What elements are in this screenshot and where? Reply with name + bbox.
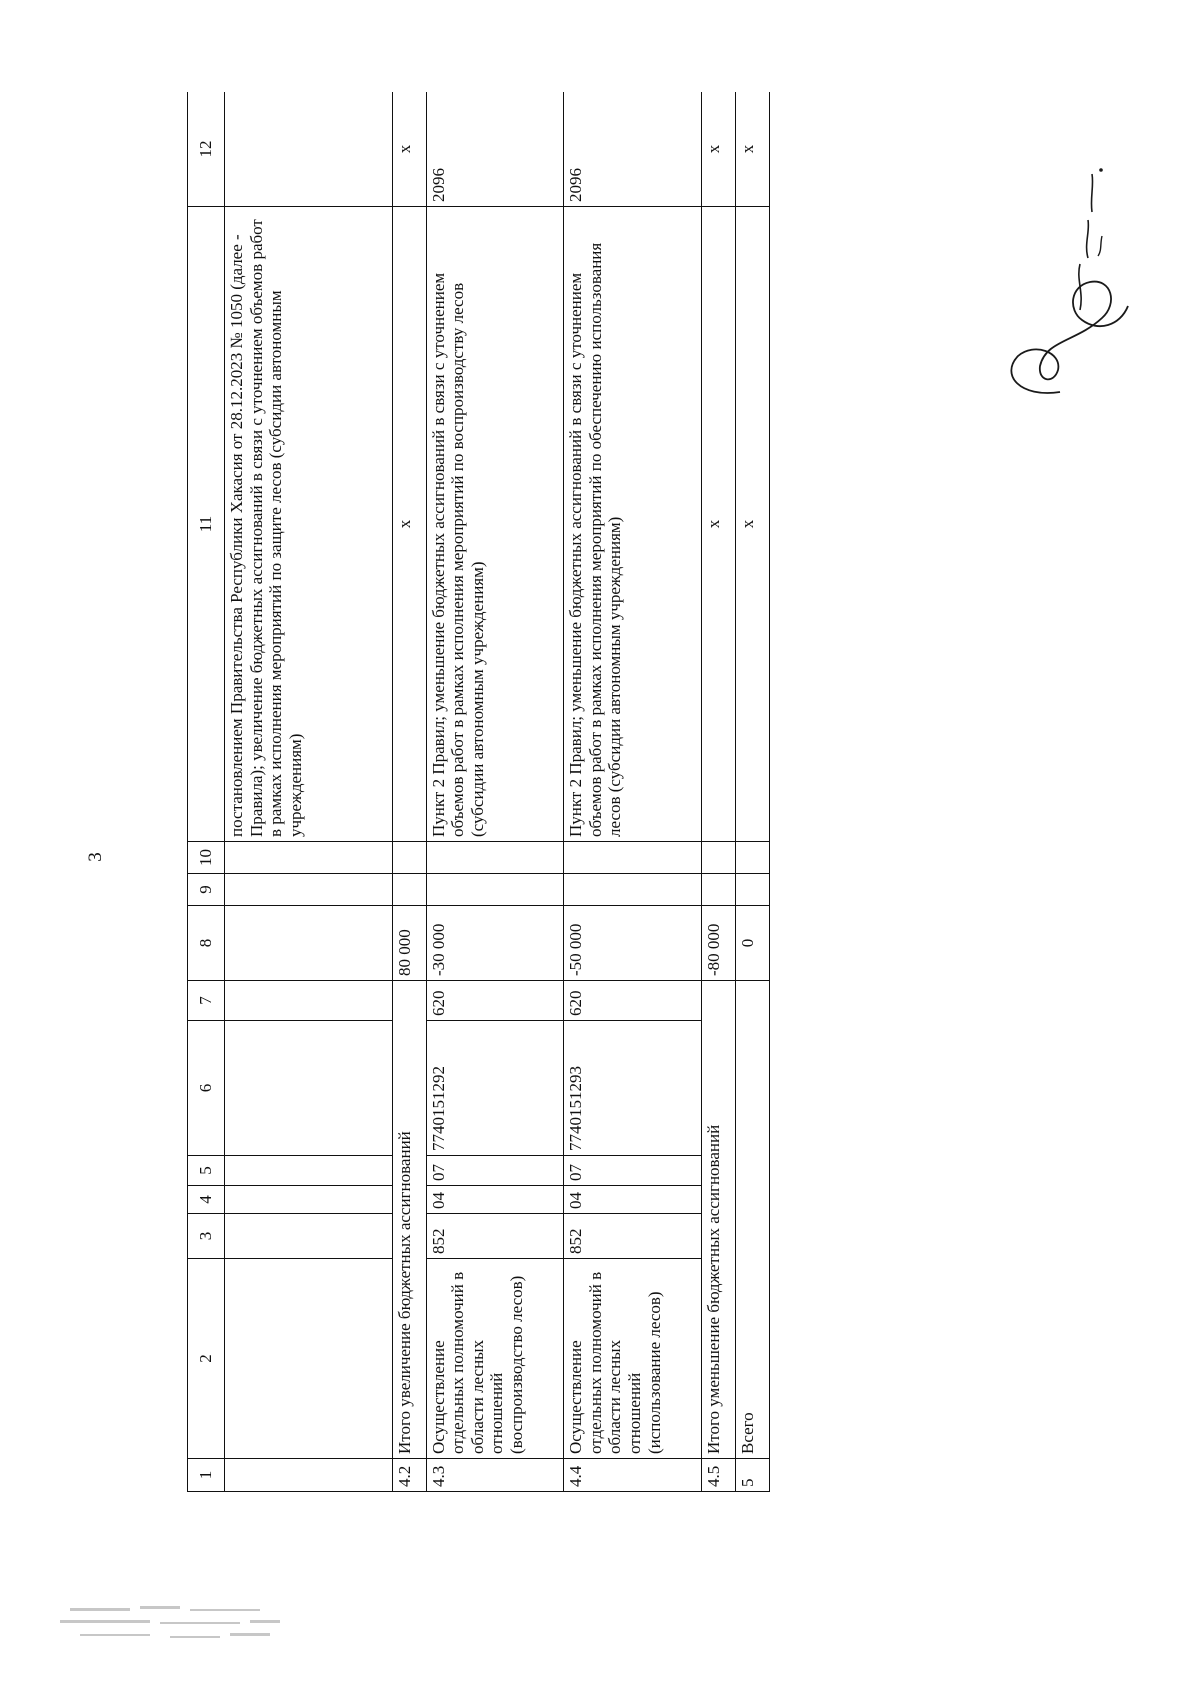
row-name: Осуществление отдельных полномочий в области лесных отношений (использование лесов) [564, 1259, 702, 1459]
table-row-4-5 [702, 92, 736, 1492]
row-label: Итого уменьшение бюджетных ассигнований [702, 981, 736, 1459]
table-row [225, 92, 392, 1492]
code-cell: 2096 [426, 92, 564, 207]
table-row-5 [736, 92, 770, 1492]
subsection-code: 07 [564, 1156, 702, 1186]
section-code: 04 [564, 1186, 702, 1214]
target-article-code: 7740151293 [564, 1021, 702, 1156]
row-number: 4.2 [392, 1459, 426, 1492]
row-number: 4.4 [564, 1459, 702, 1492]
row-number: 4.3 [426, 1459, 564, 1492]
header-cell: 3 [188, 1214, 225, 1259]
code-cell: х [702, 92, 736, 207]
ministry-code: 852 [564, 1214, 702, 1259]
row-name: Осуществление отдельных полномочий в области лесных отношений (воспроизводство лесов) [426, 1259, 564, 1459]
code-cell: х [392, 92, 426, 207]
header-cell: 7 [188, 981, 225, 1021]
faint-stamp-mark [60, 1600, 290, 1650]
header-cell: 2 [188, 1259, 225, 1459]
header-cell: 8 [188, 906, 225, 981]
section-code: 04 [426, 1186, 564, 1214]
justification-cell: х [392, 207, 426, 842]
header-cell: 10 [188, 842, 225, 874]
amount-cell: -80 000 [702, 906, 736, 981]
justification-cell: Пункт 2 Правил; уменьшение бюджетных ассигнований в связи с уточнением объемов работ в рамках исполнения мероприятий по воспроизводству лесов (субсидии автономным учреждениям) [426, 207, 564, 842]
budget-table [187, 92, 770, 1492]
header-cell: 5 [188, 1156, 225, 1186]
justification-cell: Пункт 2 Правил; уменьшение бюджетных ассигнований в связи с уточнением объемов работ в рамках исполнения мероприятий по обеспечению использования лесов (субсидии автономным учреждениям) [564, 207, 702, 842]
row-label: Итого увеличение бюджетных ассигнований [392, 981, 426, 1459]
subsection-code: 07 [426, 1156, 564, 1186]
table-row-4-4 [564, 92, 702, 1492]
amount-cell: 0 [736, 906, 770, 981]
amount-cell: -50 000 [564, 906, 702, 981]
row-label: Всего [736, 981, 770, 1459]
expense-type-code: 620 [426, 981, 564, 1021]
row-number: 4.5 [702, 1459, 736, 1492]
code-cell: 2096 [564, 92, 702, 207]
table-rotation-frame [187, 92, 770, 1492]
header-row [188, 92, 225, 1492]
header-cell: 4 [188, 1186, 225, 1214]
expense-type-code: 620 [564, 981, 702, 1021]
handwritten-signature [980, 160, 1160, 420]
amount-cell: 80 000 [392, 906, 426, 981]
table-row-4-3 [426, 92, 564, 1492]
page-number: 3 [85, 852, 106, 862]
amount-cell: -30 000 [426, 906, 564, 981]
row-number: 5 [736, 1459, 770, 1492]
target-article-code: 7740151292 [426, 1021, 564, 1156]
header-cell: 12 [188, 92, 225, 207]
header-cell: 6 [188, 1021, 225, 1156]
code-cell: х [736, 92, 770, 207]
header-cell: 1 [188, 1459, 225, 1492]
table-row-4-2 [392, 92, 426, 1492]
header-cell: 9 [188, 874, 225, 906]
header-cell: 11 [188, 207, 225, 842]
justification-cell: постановлением Правительства Республики Хакасия от 28.12.2023 № 1050 (далее - Правила); увеличение бюджетных ассигнований в связи с уточнением объемов работ в рамках исполнения мероприятий по защите лесов (субсидии автономным учреждениям) [225, 207, 392, 842]
ministry-code: 852 [426, 1214, 564, 1259]
justification-cell: х [736, 207, 770, 842]
justification-cell: х [702, 207, 736, 842]
